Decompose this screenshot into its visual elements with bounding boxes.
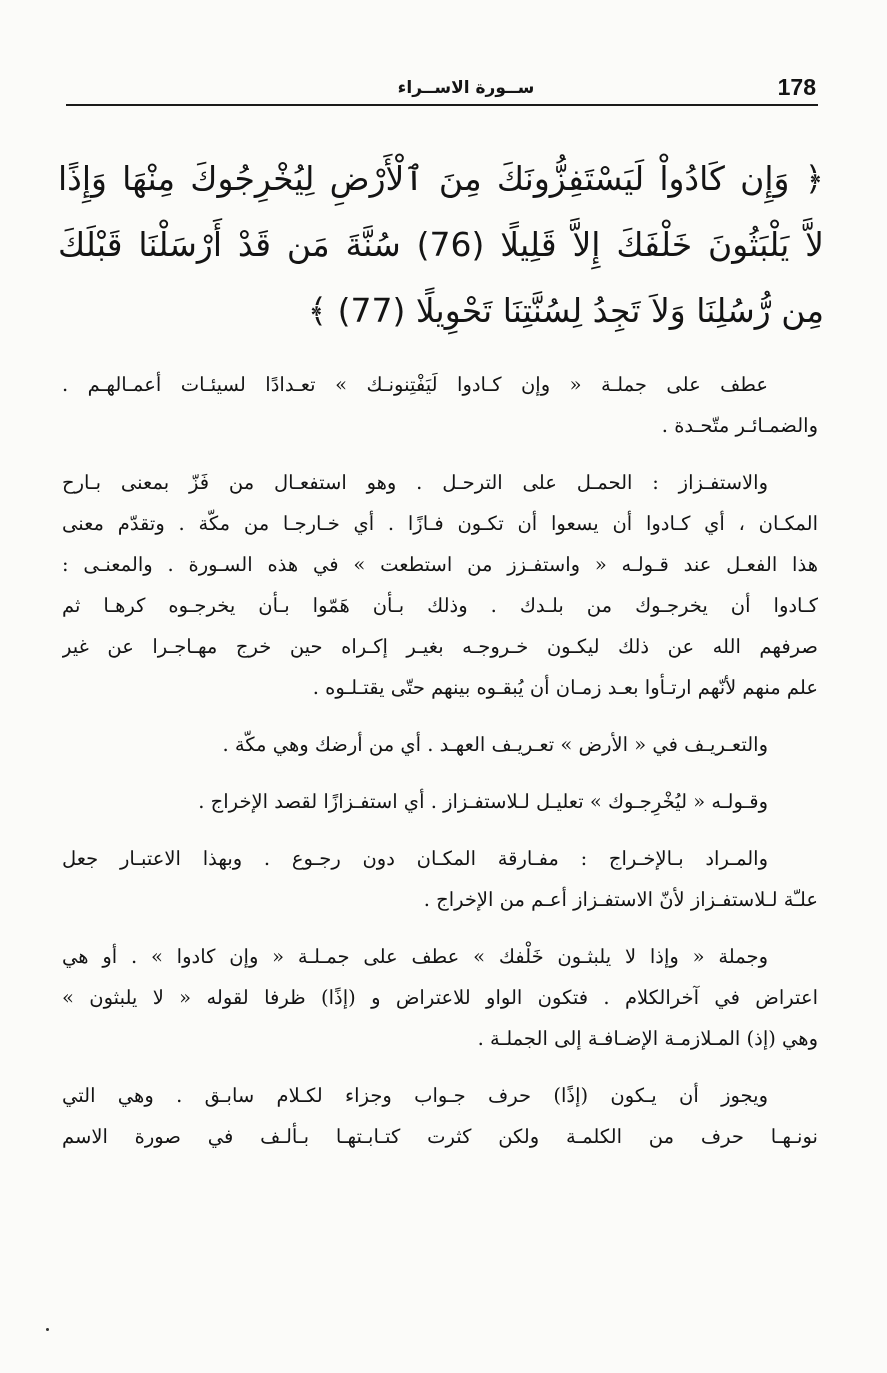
- paragraph: [62, 1075, 818, 1157]
- text-line: نونـهـا حرف من الكلمـة ولكن كثرت كتـابـتهـا بـألـف في صورة الاسم: [62, 1125, 818, 1148]
- page-number: 178: [777, 74, 816, 100]
- scan-speck: [46, 1328, 49, 1331]
- text-line: عطف على جملـة « وإن كـادوا لَيَفْتِنونـك » تعـدادًا لسيئـات أعمـالهـم .: [62, 373, 768, 396]
- text-line: هذا الفعـل عند قـولـه « واستفـزز من استطعت » في هذه السـورة . والمعنـى :: [62, 553, 818, 576]
- commentary-text: [62, 364, 818, 1173]
- verse-line: مِن رُّسُلِنَا وَلاَ تَجِدُ لِسُنَّتِنَا تَحْوِيلًا (77) ﴾: [307, 291, 824, 330]
- page-header: [66, 72, 818, 104]
- text-line: علـّة لـلاستفـزاز لأنّ الاستفـزاز أعـم من الإخراج .: [423, 888, 818, 911]
- paragraph: [62, 781, 818, 822]
- quran-verse-block: [58, 146, 824, 344]
- verse-line: ﴿ وَإِن كَادُواْ لَيَسْتَفِزُّونَكَ مِنَ ٱلْأَرْضِ لِيُخْرِجُوكَ مِنْهَا وَإِذًا: [58, 159, 824, 198]
- text-line: اعتراض في آخرالكلام . فتكون الواو للاعتراض و (إذًا) ظرفا لقوله « لا يلبثون »: [62, 986, 818, 1009]
- verse-line: لاَّ يَلْبَثُونَ خَلْفَكَ إِلاَّ قَلِيلًا (76) سُنَّةَ مَن قَدْ أَرْسَلْنَا قَبْلَكَ: [58, 225, 824, 264]
- text-line: كـادوا أن يخرجـوك من بلـدك . وذلك بـأن هَمّوا بـأن يخرجـوه كرهـا ثم: [62, 594, 818, 617]
- header-divider: [66, 104, 818, 106]
- paragraph: [62, 936, 818, 1059]
- running-title: ســورة الاســراء: [397, 78, 535, 98]
- text-line: ويجوز أن يـكون (إذًا) حرف جـواب وجزاء لكـلام سابـق . وهي التي: [62, 1084, 768, 1107]
- paragraph: [62, 364, 818, 446]
- paragraph: [62, 462, 818, 708]
- text-line: وقـولـه « ليُخْرِجـوك » تعليـل لـلاستفـزاز . أي استفـزازًا لقصد الإخراج .: [198, 790, 768, 813]
- text-line: والتعـريـف في « الأرض » تعـريـف العهـد . أي من أرضك وهي مكّة .: [222, 733, 768, 756]
- text-line: علم منهم لأنّهم ارتـأوا بعـد زمـان أن يُبقـوه بينهم حتّى يقتـلـوه .: [312, 676, 818, 699]
- text-line: والمـراد بـالإخـراج : مفـارقة المكـان دون رجـوع . وبهذا الاعتبـار جعل: [62, 847, 768, 870]
- text-line: والضمـائـر متّحـدة .: [661, 414, 818, 437]
- text-line: وهي (إذ) المـلازمـة الإضـافـة إلى الجملـة .: [477, 1027, 818, 1050]
- paragraph: [62, 724, 818, 765]
- text-line: وجملة « وإذا لا يلبثـون خَلْفك » عطف على جمـلـة « وإن كادوا » . أو هي: [62, 945, 768, 968]
- text-line: والاستفـزاز : الحمـل على الترحـل . وهو استفعـال من فَزّ بمعنى بـارح: [62, 471, 768, 494]
- text-line: صرفهم الله عن ذلك ليكـون خـروجـه بغيـر إكـراه حين خرج مهـاجـرا عن غير: [62, 635, 818, 658]
- paragraph: [62, 838, 818, 920]
- text-line: المكـان ، أي كـادوا أن يسعوا أن تكـون فـازًا . أي خـارجـا من مكّة . وتقدّم معنى: [62, 512, 818, 535]
